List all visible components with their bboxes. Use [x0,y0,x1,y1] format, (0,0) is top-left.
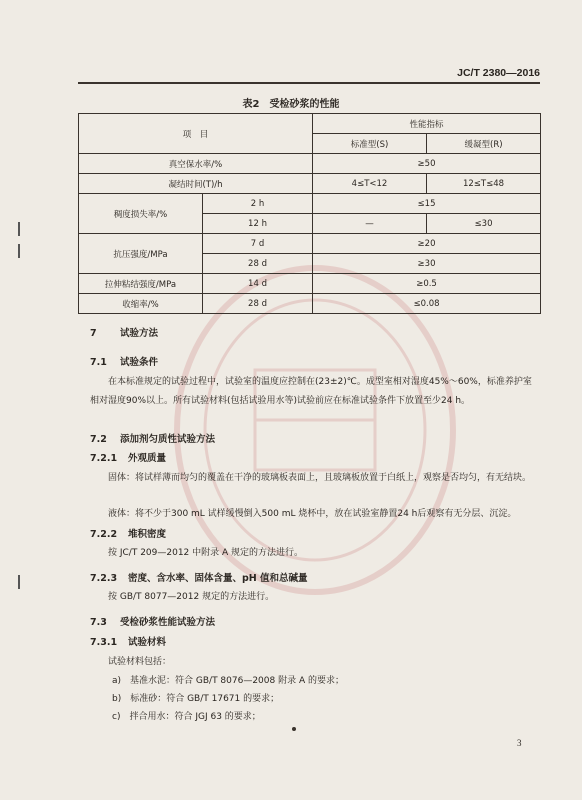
cell-age: 28 d [203,254,313,274]
section-title: 密度、含水率、固体含量、pH 值和总碱量 [128,573,308,584]
section-title: 试验条件 [120,357,159,368]
cell-age: 2 h [203,194,313,214]
section-number: 7.3.1 [90,637,118,648]
row-label: 收缩率/% [79,294,203,314]
section-heading-7-2-3 [90,570,308,584]
cell-value: ≤15 [313,194,541,214]
section-title: 添加剂匀质性试验方法 [120,434,216,445]
cell-value: ≥0.5 [313,274,541,294]
mortar-performance-table [78,113,541,314]
cell-value: ≤0.08 [313,294,541,314]
document-code: JC/T 2380—2016 [457,67,540,79]
row-label: 拉伸粘结强度/MPa [79,274,203,294]
cell-value: ≥50 [313,154,541,174]
list-item: b) 标准砂：符合 GB/T 17671 的要求； [112,694,280,704]
section-number: 7.2.3 [90,573,118,584]
cell-value: ≥20 [313,234,541,254]
cell-age: 14 d [203,274,313,294]
section-heading-7 [90,325,158,339]
section-number: 7.1 [90,357,107,368]
section-number: 7.2.1 [90,453,118,464]
cell-value: 4≤T<12 [313,174,427,194]
header-retarded-type: 缓凝型(R) [427,134,541,154]
paragraph-liquid-appearance: 液体：将不少于300 mL 试样缓慢倒入500 mL 烧杯中，放在试验室静置24 h后观察有无分层、沉淀。 [108,509,517,519]
margin-binding-mark [18,222,20,236]
paragraph-bulk-density: 按 JC/T 209—2012 中附录 A 规定的方法进行。 [108,548,304,558]
section-title: 试验方法 [120,328,159,339]
section-number: 7 [90,328,97,339]
cell-value: ≥30 [313,254,541,274]
row-label: 稠度损失率/% [79,194,203,234]
section-title: 受检砂浆性能试验方法 [120,617,216,628]
page-number: 3 [517,738,522,748]
cell-value: — [313,214,427,234]
section-heading-7-1 [90,354,158,368]
paragraph-materials-intro: 试验材料包括： [108,657,172,667]
table-caption: 表2 受检砂浆的性能 [242,99,340,110]
section-heading-7-2-1 [90,450,166,464]
cell-value: ≤30 [427,214,541,234]
cell-age: 7 d [203,234,313,254]
row-label: 真空保水率/% [79,154,313,174]
cell-age: 12 h [203,214,313,234]
page-dot [292,727,296,731]
section-heading-7-3-1 [90,634,166,648]
header-item: 项 目 [79,114,313,154]
header-standard-type: 标准型(S) [313,134,427,154]
list-item: c) 拌合用水：符合 JGJ 63 的要求； [112,712,261,722]
section-title: 外观质量 [128,453,167,464]
margin-binding-mark [18,244,20,258]
paragraph-solid-appearance: 固体：将试样薄而均匀的覆盖在干净的玻璃板表面上，且玻璃板放置于白纸上，观察是否均匀，有无结块。 [108,473,532,483]
paragraph-test-conditions: 在本标准规定的试验过程中，试验室的温度应控制在(23±2)℃。成型室相对湿度45%～60%，标准养护室相对湿度90%以上。所有试验材料(包括试验用水等)试验前应在标准试验条件下放置至少24 h。 [90,377,532,406]
header-index: 性能指标 [313,114,541,134]
row-label: 凝结时间(T)/h [79,174,313,194]
row-label: 抗压强度/MPa [79,234,203,274]
cell-value: 12≤T≤48 [427,174,541,194]
header-rule [78,82,540,84]
section-number: 7.3 [90,617,107,628]
section-title: 试验材料 [128,637,167,648]
section-heading-7-2-2 [90,526,166,540]
paragraph-density-methods: 按 GB/T 8077—2012 规定的方法进行。 [108,592,275,602]
section-number: 7.2.2 [90,529,118,540]
list-item: a) 基准水泥：符合 GB/T 8076—2008 附录 A 的要求； [112,676,344,686]
section-number: 7.2 [90,434,107,445]
section-heading-7-2 [90,431,215,445]
section-title: 堆积密度 [128,529,167,540]
margin-binding-mark [18,575,20,589]
cell-age: 28 d [203,294,313,314]
section-heading-7-3 [90,614,215,628]
